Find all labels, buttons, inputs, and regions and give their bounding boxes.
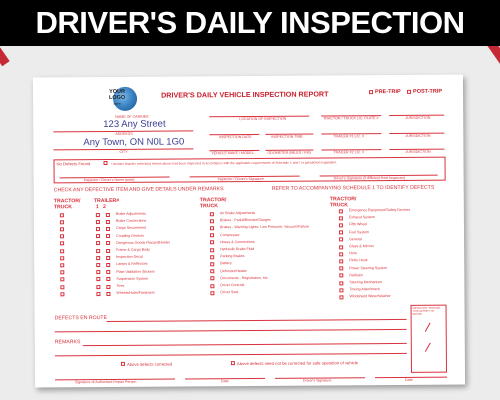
items_col3-checkbox-10-0[interactable] bbox=[339, 281, 343, 285]
items_col1-checkbox-6-0[interactable] bbox=[60, 256, 64, 260]
items_col3-checkbox-6-0[interactable] bbox=[339, 252, 343, 256]
items_col1-checkbox-3-1[interactable] bbox=[96, 234, 100, 238]
items_col1-checkbox-9-2[interactable] bbox=[106, 277, 110, 281]
items_col3-checkbox-3-0[interactable] bbox=[339, 230, 343, 234]
checklist-item: Hydraulic Brake Fluid bbox=[220, 246, 255, 252]
carrier-name-value[interactable]: 123 Any Street bbox=[103, 118, 166, 131]
checklist-item: Compressor bbox=[220, 232, 240, 237]
driver-sig-label: Driver's Signature (if different from Inspector) bbox=[333, 175, 406, 181]
items_col1-checkbox-0-1[interactable] bbox=[96, 213, 100, 217]
items_col3-checkbox-7-0[interactable] bbox=[339, 259, 343, 263]
logo-text: YOUR LOGO here bbox=[108, 88, 126, 106]
defects-corrected-checkbox[interactable] bbox=[121, 362, 125, 366]
banner-title: DRIVER'S DAILY INSPECTION bbox=[0, 0, 500, 46]
items_col2-checkbox-4-0[interactable] bbox=[210, 241, 214, 245]
driver-sig-bottom-label: Driver's Signature bbox=[303, 378, 332, 383]
checklist-item: Inspection Decal bbox=[116, 254, 143, 260]
items_col1-checkbox-11-2[interactable] bbox=[106, 292, 110, 296]
items_col3-checkbox-0-0[interactable] bbox=[339, 209, 343, 213]
items_col1-checkbox-4-1[interactable] bbox=[96, 241, 100, 245]
trailer1-label: TRAILER #1 LIC. # bbox=[333, 134, 365, 139]
items_col3-checkbox-1-0[interactable] bbox=[339, 216, 343, 220]
checklist-item: Fifth Wheel bbox=[348, 222, 368, 227]
carrier-name-label: NAME OF CARRIER bbox=[115, 114, 149, 119]
checklist-item: Dangerous Goods Placard/Holder bbox=[116, 240, 171, 245]
corner-pen-shape bbox=[0, 46, 10, 66]
declaration-text: I declare that the vehicle(s) shown above had been inspected in accordance with the applicable requirements of Schedule 1 and / or jurisdiction legislation. bbox=[111, 160, 337, 166]
items_col2-checkbox-2-0[interactable] bbox=[210, 226, 214, 230]
col-trailer-nums: 1 2 bbox=[95, 203, 106, 211]
checklist-item: Plate Validation Stickers bbox=[116, 269, 155, 274]
items_col2-checkbox-8-0[interactable] bbox=[210, 269, 214, 273]
checklist-item: Windshield Wiper/Washer bbox=[349, 294, 391, 299]
checklist-item: Emergency Equipment/Safety Devices bbox=[348, 207, 411, 213]
defects-not-corrected-checkbox[interactable] bbox=[231, 361, 235, 365]
items_col1-checkbox-10-1[interactable] bbox=[96, 285, 100, 289]
items_col1-checkbox-1-2[interactable] bbox=[106, 220, 110, 224]
items_col1-checkbox-5-1[interactable] bbox=[96, 249, 100, 253]
inspector-sig-label: Inspector / Driver's Signature bbox=[217, 176, 264, 182]
vehicle-make-label: VEHICLE MAKE / MODEL bbox=[211, 150, 254, 156]
col-trailer-header: TRAILER# bbox=[93, 197, 120, 205]
items_col1-checkbox-8-2[interactable] bbox=[106, 270, 110, 274]
items_col1-checkbox-3-0[interactable] bbox=[60, 234, 64, 238]
col-tractor-header-1: TRACTOR/ TRUCK bbox=[53, 198, 81, 211]
items_col3-checkbox-2-0[interactable] bbox=[339, 223, 343, 227]
checklist-item: Suspension System bbox=[116, 276, 149, 281]
items_col1-checkbox-4-0[interactable] bbox=[60, 242, 64, 246]
items_col2-checkbox-11-0[interactable] bbox=[210, 291, 214, 295]
items_col3-checkbox-9-0[interactable] bbox=[339, 274, 343, 278]
items_col1-checkbox-7-1[interactable] bbox=[96, 263, 100, 267]
items_col1-checkbox-2-0[interactable] bbox=[60, 227, 64, 231]
remarks-label: REMARKS bbox=[54, 339, 81, 346]
checklist-item: Brake Connections bbox=[115, 218, 147, 224]
pre-trip-label: PRE-TRIP bbox=[375, 88, 401, 96]
side-notice-label: IMPORTANT: PROVIDE THIS REPORT TO DRIVER bbox=[412, 306, 441, 316]
checklist-item: Fuel System bbox=[348, 229, 370, 234]
checklist-item: General bbox=[349, 237, 362, 242]
checklist-item: Pintle Hook bbox=[349, 258, 368, 263]
items_col1-checkbox-9-1[interactable] bbox=[96, 277, 100, 281]
checklist-item: Cargo Securement bbox=[115, 226, 147, 231]
date-label-1: Date bbox=[221, 379, 229, 384]
col-tractor-header-3: TRACTOR/ TRUCK bbox=[329, 196, 357, 209]
checklist-item: Steering Mechanism bbox=[349, 280, 383, 285]
pre-trip-checkbox[interactable] bbox=[369, 90, 373, 94]
items_col2-checkbox-10-0[interactable] bbox=[210, 284, 214, 288]
items_col2-checkbox-1-0[interactable] bbox=[210, 219, 214, 223]
check-instruction: CHECK ANY DEFECTIVE ITEM AND GIVE DETAILS UNDER REMARKS bbox=[53, 186, 224, 194]
trailer2-label: TRAILER #2 LIC. # bbox=[333, 150, 365, 155]
items_col1-checkbox-10-2[interactable] bbox=[106, 284, 110, 288]
items_col1-checkbox-1-0[interactable] bbox=[60, 220, 64, 224]
items_col1-checkbox-8-0[interactable] bbox=[60, 270, 64, 274]
inspection-date-label: INSPECTION DATE bbox=[219, 134, 252, 140]
checklist-item: Brake Adjustments bbox=[115, 211, 146, 216]
date-label-2: Date bbox=[405, 377, 413, 382]
items_col3-checkbox-8-0[interactable] bbox=[339, 266, 343, 270]
items_col1-checkbox-3-2[interactable] bbox=[106, 234, 110, 238]
checklist-item: Towing Attachment bbox=[349, 287, 380, 292]
jurisdiction-label-2: JURISDICTION bbox=[405, 133, 431, 138]
no-defects-checkbox[interactable] bbox=[104, 161, 108, 165]
inspection-time-label: INSPECTION TIME bbox=[271, 134, 303, 139]
post-trip-checkbox[interactable] bbox=[407, 90, 411, 94]
corner-pen-shape-right bbox=[485, 46, 500, 64]
items_col3-checkbox-11-0[interactable] bbox=[339, 288, 343, 292]
checklist-item: Driver Seat bbox=[220, 290, 239, 295]
col-tractor-header-2: TRACTOR/ TRUCK bbox=[199, 197, 227, 210]
jurisdiction-label-3: JURISDICTION bbox=[405, 149, 431, 154]
items_col1-checkbox-1-1[interactable] bbox=[96, 220, 100, 224]
location-label: LOCATION OF INSPECTION bbox=[239, 116, 287, 122]
defects-corrected-label: Above defects corrected bbox=[126, 361, 173, 367]
items_col1-checkbox-10-0[interactable] bbox=[60, 285, 64, 289]
items_col1-checkbox-2-2[interactable] bbox=[106, 227, 110, 231]
items_col1-checkbox-0-0[interactable] bbox=[60, 213, 64, 217]
checklist-item: Parking Brakes bbox=[220, 254, 245, 259]
items_col1-checkbox-5-2[interactable] bbox=[106, 248, 110, 252]
checklist-item: Defroster/Heater bbox=[220, 268, 247, 273]
defects-en-route-label: DEFECTS EN ROUTE bbox=[54, 314, 108, 322]
tractor-plate-label: TRACTOR / TRUCK LIC. PLATE # bbox=[323, 116, 379, 121]
items_col1-checkbox-4-2[interactable] bbox=[106, 241, 110, 245]
product-stage bbox=[0, 46, 500, 400]
checklist-item: Wheels/Hubs/Fasteners bbox=[116, 290, 155, 296]
address-label: ADDRESS bbox=[115, 131, 133, 136]
items_col1-checkbox-5-0[interactable] bbox=[60, 249, 64, 253]
items_col1-checkbox-6-2[interactable] bbox=[106, 256, 110, 260]
items_col1-checkbox-11-1[interactable] bbox=[96, 292, 100, 296]
defects-not-corrected-label: Above defects need not be corrected for safe operation of vehicle bbox=[236, 360, 359, 367]
checklist-item: Power Steering System bbox=[349, 265, 387, 270]
form-title: DRIVER'S DAILY VEHICLE INSPECTION REPORT bbox=[161, 89, 329, 100]
items_col1-checkbox-7-0[interactable] bbox=[60, 263, 64, 267]
address-value[interactable]: Any Town, ON N0L 1G0 bbox=[83, 136, 185, 149]
items_col2-checkbox-6-0[interactable] bbox=[210, 255, 214, 259]
items_col2-checkbox-7-0[interactable] bbox=[210, 262, 214, 266]
checklist-item: Radiator bbox=[349, 273, 363, 278]
no-defects-label: No Defects Found bbox=[56, 161, 91, 167]
items_col1-checkbox-11-0[interactable] bbox=[60, 292, 64, 296]
items_col1-checkbox-2-1[interactable] bbox=[96, 227, 100, 231]
schedule-note: REFER TO ACCOMPANYING SCHEDULE 1 TO IDENTIFY DEFECTS bbox=[271, 184, 435, 192]
items_col2-checkbox-9-0[interactable] bbox=[210, 277, 214, 281]
post-trip-label: POST-TRIP bbox=[413, 88, 443, 95]
checklist-item: Frame & Cargo Body bbox=[116, 247, 150, 252]
items_col1-checkbox-8-1[interactable] bbox=[96, 270, 100, 274]
checklist-item: Exhaust System bbox=[348, 215, 375, 220]
items_col2-checkbox-5-0[interactable] bbox=[210, 248, 214, 252]
items_col1-checkbox-6-1[interactable] bbox=[96, 256, 100, 260]
checklist-item: Battery bbox=[220, 261, 232, 266]
checklist-item: Lamps & Reflectors bbox=[116, 262, 148, 267]
items_col3-checkbox-5-0[interactable] bbox=[339, 245, 343, 249]
checklist-item: Documents - Registration, etc. bbox=[220, 275, 269, 280]
checklist-item: Tires bbox=[116, 283, 125, 288]
checklist-item: Air Brake Adjustments bbox=[219, 210, 256, 216]
items_col2-checkbox-3-0[interactable] bbox=[210, 233, 214, 237]
inspection-form bbox=[33, 75, 465, 388]
items_col3-checkbox-12-0[interactable] bbox=[339, 295, 343, 299]
odometer-label: ODOMETER (MILES / KM) bbox=[267, 150, 311, 155]
items_col3-checkbox-4-0[interactable] bbox=[339, 238, 343, 242]
items_col2-checkbox-0-0[interactable] bbox=[210, 212, 214, 216]
checklist-item: Glass & Mirrors bbox=[349, 244, 374, 249]
jurisdiction-label-1: JURISDICTION bbox=[405, 115, 431, 120]
items_col1-checkbox-0-2[interactable] bbox=[106, 212, 110, 216]
items_col1-checkbox-7-2[interactable] bbox=[106, 263, 110, 267]
checklist-item: Brakes - Warning Lights: Low Pressure, Vacuum/Failure bbox=[219, 224, 310, 230]
items_col1-checkbox-9-0[interactable] bbox=[60, 278, 64, 282]
checklist-item: Hoses & Connections bbox=[220, 239, 255, 244]
city-label: CITY bbox=[119, 149, 128, 154]
checklist-item: Horn bbox=[349, 251, 357, 256]
repair-sig-label: Signature of Authorized Repair Person bbox=[75, 379, 137, 385]
inspector-name-label: Inspector / Driver's Name (print) bbox=[83, 177, 135, 183]
checklist-item: Coupling Devices bbox=[116, 233, 145, 238]
checklist-item: Driver Controls bbox=[220, 283, 245, 288]
checklist-item: Brakes - Parkd/Booster/Gauges bbox=[219, 218, 271, 223]
